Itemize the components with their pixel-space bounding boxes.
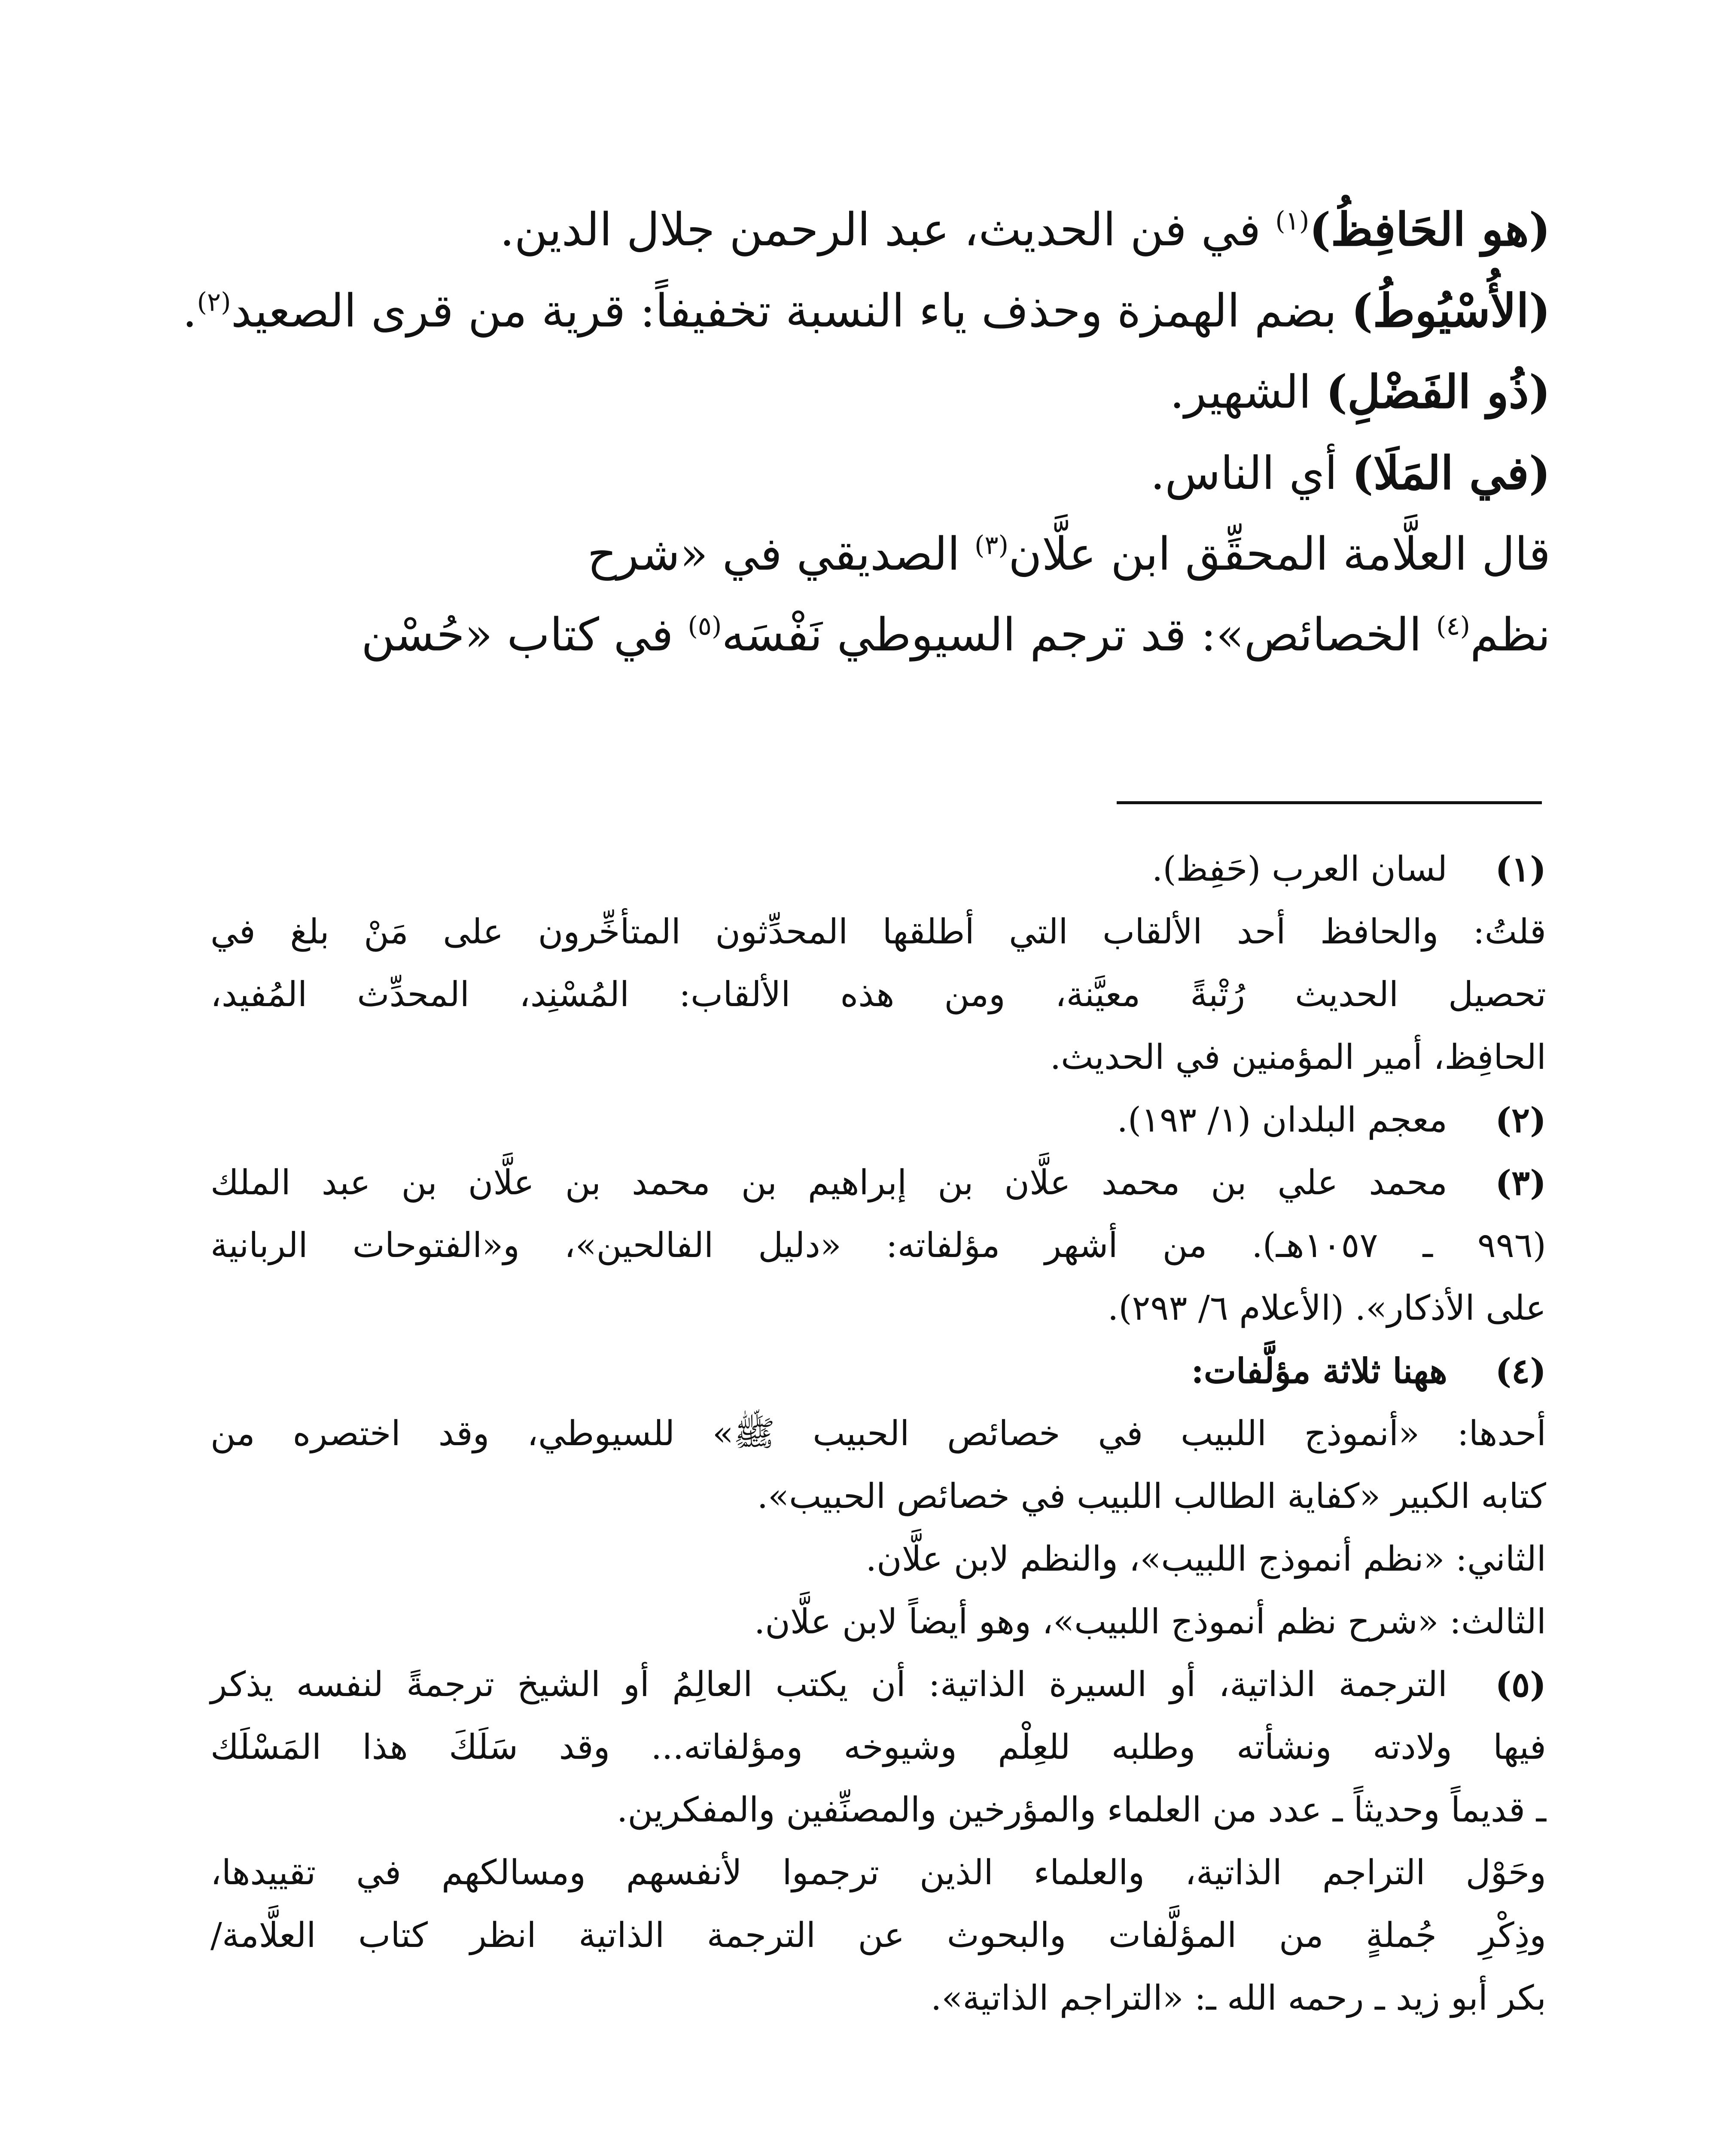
main-line-4 bbox=[206, 433, 1550, 514]
footnote-line: لسان العرب (حَفِظ). bbox=[1151, 849, 1447, 889]
main-line-5-text: قال العلَّامة المحقِّق ابن علَّان bbox=[1008, 528, 1550, 580]
footnote-ref-1: (١) bbox=[1275, 206, 1310, 236]
footnotes bbox=[210, 838, 1546, 2029]
main-line-2-text: بضم الهمزة وحذف ياء النسبة تخفيفاً: قرية من قرى الصعيد bbox=[231, 284, 1352, 337]
footnote-number: (٥) bbox=[1495, 1664, 1546, 1705]
footnote-line: على الأذكار». (الأعلام ٦/ ٢٩٣). bbox=[1107, 1288, 1546, 1328]
footnote-line: ـ قديماً وحديثاً ـ عدد من العلماء والمؤرخين والمصنِّفين والمفكرين. bbox=[616, 1790, 1546, 1830]
footnote-ref-3: (٣) bbox=[974, 530, 1009, 561]
term-hafiz: (هو الحَافِظُ) bbox=[1309, 202, 1550, 256]
footnote-number: (١) bbox=[1495, 849, 1546, 889]
footnote-line: الحافِظ، أمير المؤمنين في الحديث. bbox=[1050, 1037, 1546, 1077]
term-dhu-alfadl: (ذُو الفَضْلِ) bbox=[1325, 365, 1550, 418]
footnote-line: الثالث: «شرح نظم أنموذج اللبيب»، وهو أيضاً لابن علَّان. bbox=[754, 1602, 1546, 1642]
footnote-number: (٤) bbox=[1495, 1351, 1546, 1391]
footnote-separator bbox=[1117, 801, 1542, 804]
main-line-6-tail: في كتاب «حُسْن bbox=[361, 608, 688, 661]
footnote-3 bbox=[210, 1151, 1546, 1214]
footnote-2 bbox=[210, 1089, 1546, 1151]
footnote-ref-2: (٢) bbox=[197, 287, 231, 317]
main-line-6-text: نظم bbox=[1470, 608, 1550, 661]
footnote-ref-5: (٥) bbox=[688, 611, 722, 641]
main-line-4-text: أي الناس. bbox=[1150, 447, 1352, 500]
footnote-5-continuation bbox=[210, 1716, 1546, 2029]
footnote-line: قلتُ: والحافظ أحد الألقاب التي أطلقها المحدِّثون المتأخِّرون على مَنْ بلغ في bbox=[210, 912, 1546, 952]
main-text bbox=[182, 189, 1550, 675]
term-fi-almala: (في المَلَا) bbox=[1352, 446, 1550, 500]
footnote-number: (٣) bbox=[1495, 1162, 1546, 1203]
footnote-5 bbox=[210, 1653, 1546, 1716]
main-line-5 bbox=[206, 514, 1550, 595]
footnote-4 bbox=[210, 1339, 1546, 1402]
main-line-1 bbox=[206, 189, 1550, 270]
footnote-line: الثاني: «نظم أنموذج اللبيب»، والنظم لابن علَّان. bbox=[865, 1539, 1546, 1579]
footnote-line: ههنا ثلاثة مؤلَّفات: bbox=[1191, 1351, 1447, 1391]
main-line-6 bbox=[206, 595, 1550, 675]
footnote-number: (٢) bbox=[1495, 1100, 1546, 1140]
main-line-3 bbox=[206, 351, 1550, 433]
footnote-line: (٩٩٦ ـ ١٠٥٧هـ). من أشهر مؤلفاته: «دليل الفالحين»، و«الفتوحات الربانية bbox=[210, 1225, 1547, 1265]
footnote-line: وذِكْرِ جُملةٍ من المؤلَّفات والبحوث عن الترجمة الذاتية انظر كتاب العلَّامة/ bbox=[210, 1915, 1546, 1955]
footnote-ref-4: (٤) bbox=[1436, 611, 1470, 641]
footnote-line: كتابه الكبير «كفاية الطالب اللبيب في خصائص الحبيب». bbox=[757, 1476, 1546, 1516]
main-line-1-text: في فن الحديث، عبد الرحمن جلال الدين. bbox=[499, 203, 1276, 256]
footnote-line: أحدها: «أنموذج اللبيب في خصائص الحبيب ﷺ» للسيوطي، وقد اختصره من bbox=[210, 1413, 1546, 1453]
footnote-line: تحصيل الحديث رُتْبةً معيَّنة، ومن هذه الألقاب: المُسْنِد، المحدِّث المُفيد، bbox=[210, 974, 1546, 1014]
footnote-4-continuation bbox=[210, 1402, 1546, 1653]
main-line-2-tail: . bbox=[182, 284, 197, 337]
footnote-line: محمد علي بن محمد علَّان بن إبراهيم بن محمد بن علَّان بن عبد الملك bbox=[210, 1162, 1447, 1202]
footnote-line: فيها ولادته ونشأته وطلبه للعِلْم وشيوخه ومؤلفاته... وقد سَلَكَ هذا المَسْلَك bbox=[210, 1727, 1546, 1767]
footnote-1-continuation bbox=[210, 900, 1546, 1089]
main-line-6-mid: الخصائص»: قد ترجم السيوطي نَفْسَه bbox=[722, 608, 1436, 661]
footnote-line: وحَوْل التراجم الذاتية، والعلماء الذين ترجموا لأنفسهم ومسالكهم في تقييدها، bbox=[210, 1852, 1546, 1892]
footnote-1 bbox=[210, 838, 1546, 900]
footnote-line: معجم البلدان (١/ ١٩٣). bbox=[1117, 1100, 1447, 1140]
main-line-3-text: الشهير. bbox=[1170, 366, 1326, 418]
main-line-2 bbox=[182, 270, 1550, 351]
footnote-line: الترجمة الذاتية، أو السيرة الذاتية: أن يكتب العالِمُ أو الشيخ ترجمةً لنفسه يذكر bbox=[210, 1664, 1447, 1704]
main-line-5-tail: الصديقي في «شرح bbox=[587, 528, 975, 580]
footnote-3-continuation bbox=[210, 1214, 1546, 1339]
term-asyut: (الأُسْيُوطُ) bbox=[1351, 284, 1550, 337]
footnote-line: بكر أبو زيد ـ رحمه الله ـ: «التراجم الذاتية». bbox=[930, 1978, 1546, 2018]
